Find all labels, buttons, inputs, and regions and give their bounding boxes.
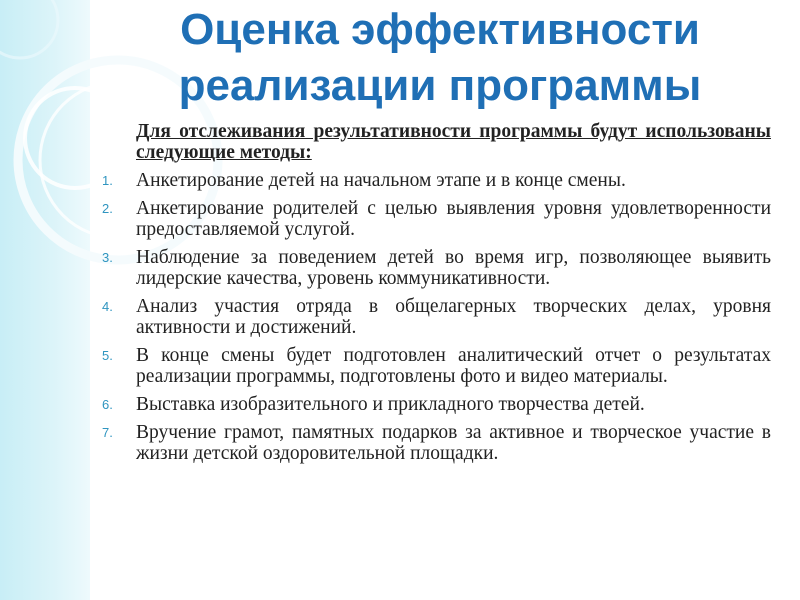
list-number: 4. <box>102 299 113 314</box>
list-number: 6. <box>102 397 113 412</box>
list-item <box>100 422 771 464</box>
list-item <box>100 247 771 289</box>
title-line-2: реализации программы <box>178 61 702 110</box>
list-item <box>100 394 771 415</box>
list-number: 2. <box>102 201 113 216</box>
list-item-text: Анализ участия отряда в общелагерных творческих делах, уровня активности и достижений. <box>136 296 771 338</box>
list-item-text: Вручение грамот, памятных подарков за активное и творческое участие в жизни детской оздоровительной площадки. <box>136 422 771 464</box>
list-item <box>100 296 771 338</box>
list-number: 3. <box>102 250 113 265</box>
decorative-left-strip <box>0 0 90 600</box>
content-body <box>100 121 771 471</box>
list-item <box>100 170 771 191</box>
list-number: 7. <box>102 425 113 440</box>
list-item <box>100 198 771 240</box>
title-line-1: Оценка эффективности <box>180 5 700 54</box>
list-item-text: Выставка изобразительного и прикладного творчества детей. <box>136 394 645 415</box>
page-title <box>110 2 770 114</box>
list-item-text: Анкетирование родителей с целью выявления уровня удовлетворенности предоставляемой услугой. <box>136 198 771 240</box>
list-number: 5. <box>102 348 113 363</box>
methods-list <box>100 170 771 464</box>
list-item-text: Анкетирование детей на начальном этапе и в конце смены. <box>136 170 626 191</box>
list-number: 1. <box>102 173 113 188</box>
list-item <box>100 345 771 387</box>
list-item-text: Наблюдение за поведением детей во время игр, позволяющее выявить лидерские качества, уровень коммуникативности. <box>136 247 771 289</box>
intro-text: Для отслеживания результативности программы будут использованы следующие методы: <box>136 121 771 163</box>
list-item-text: В конце смены будет подготовлен аналитический отчет о результатах реализации программы, подготовлены фото и видео материалы. <box>136 345 771 387</box>
